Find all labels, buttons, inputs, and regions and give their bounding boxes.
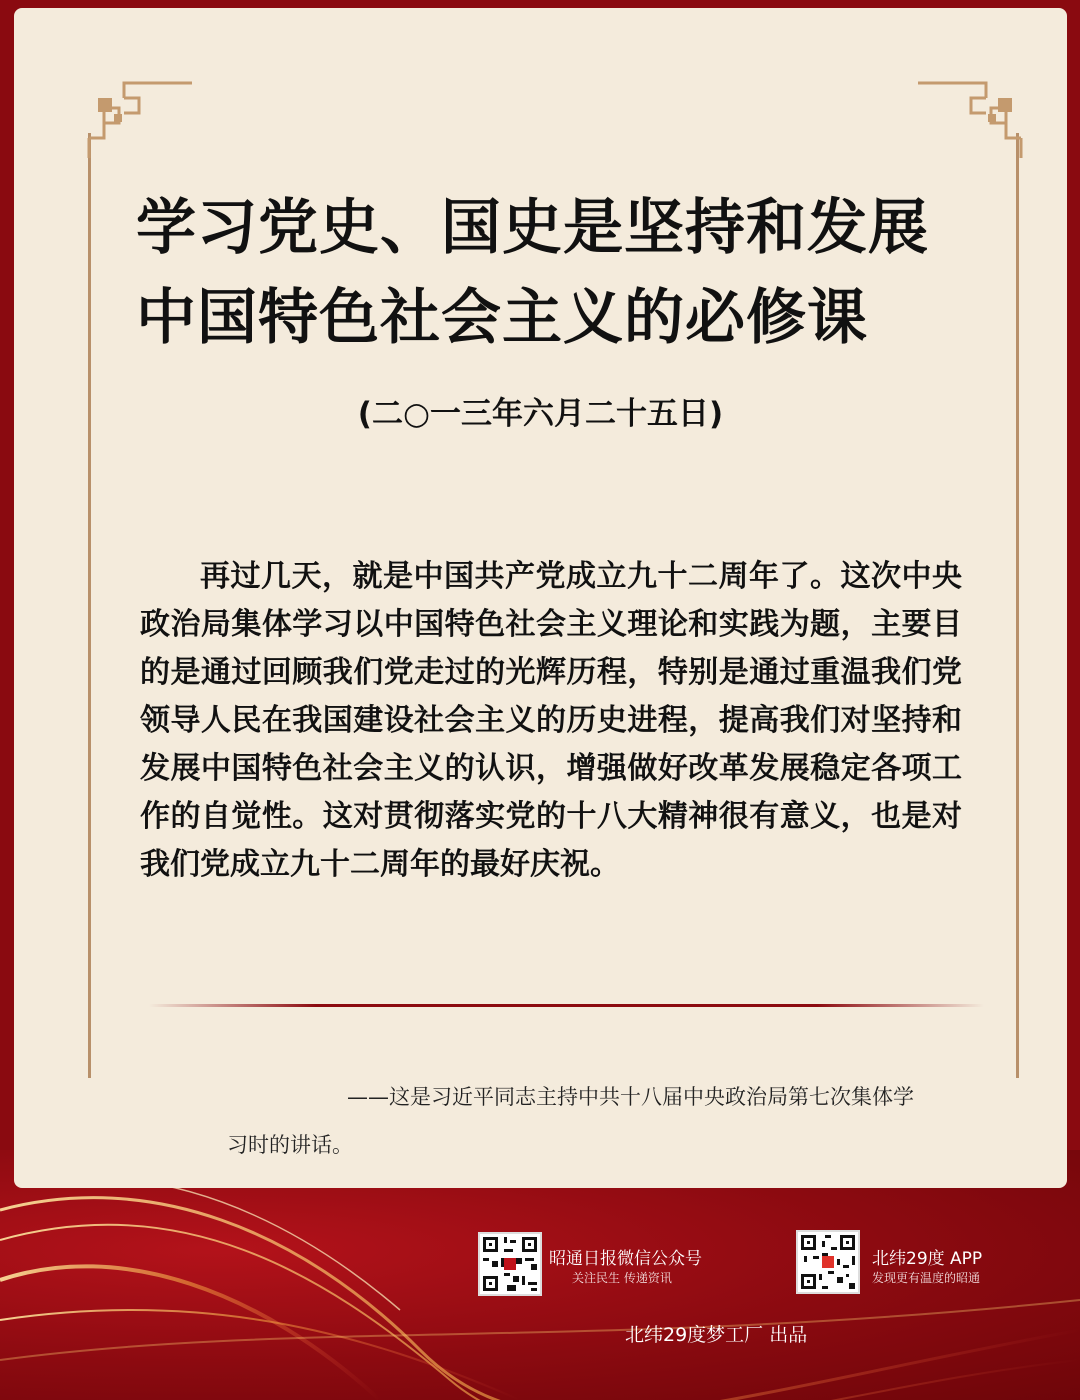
title-line-1: 学习党史、国史是坚持和发展 — [136, 193, 929, 263]
qr-left-subtitle: 关注民生 传递资讯 — [572, 1271, 672, 1285]
article-card — [14, 8, 1067, 1188]
article-source: ——这是习近平同志主持中共十八届中央政治局第七次集体学习时的讲话。 — [227, 1085, 914, 1157]
frame-left-line — [88, 133, 91, 1078]
article-date: (二○一三年六月二十五日) — [357, 396, 724, 432]
frame-right-line — [1016, 133, 1019, 1078]
divider-line — [149, 1004, 984, 1007]
title-line-2: 中国特色社会主义的必修课 — [136, 283, 868, 353]
corner-ornament-left-icon — [84, 78, 196, 158]
corner-ornament-right-icon — [914, 78, 1026, 158]
qr-right-title: 北纬29度 APP — [872, 1249, 983, 1269]
producer-credit: 北纬29度梦工厂 出品 — [625, 1324, 808, 1346]
qr-code-right[interactable] — [796, 1230, 860, 1294]
qr-code-icon — [480, 1234, 540, 1294]
qr-left-title: 昭通日报微信公众号 — [549, 1249, 702, 1269]
qr-code-left[interactable] — [478, 1232, 542, 1296]
qr-code-icon — [798, 1232, 858, 1292]
article-body: 再过几天，就是中国共产党成立九十二周年了。这次中央政治局集体学习以中国特色社会主义理论和实践为题，主要目的是通过回顾我们党走过的光辉历程，特别是通过重温我们党领导人民在我国建设社会主义的历史进程，提高我们对坚持和发展中国特色社会主义的认识，增强做好改革发展稳定各项工作的自觉性。这对贯彻落实党的十八大精神很有意义，也是对我们党成立九十二周年的最好庆祝。 — [140, 559, 962, 882]
qr-right-subtitle: 发现更有温度的昭通 — [872, 1271, 981, 1285]
article-title — [136, 183, 976, 363]
